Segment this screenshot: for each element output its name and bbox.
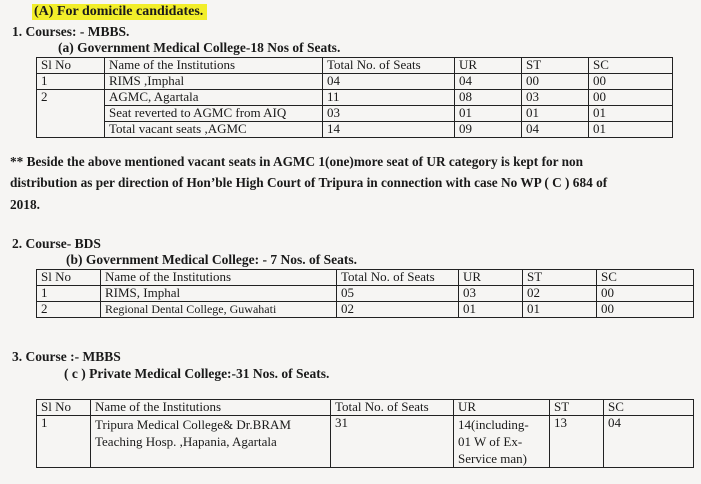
table-row (37, 90, 673, 106)
cell-institution: Regional Dental College, Guwahati (101, 302, 337, 318)
cell-sc: 04 (604, 416, 694, 468)
cell-sc: 00 (597, 286, 694, 302)
cell-st: 02 (523, 286, 597, 302)
cell-sl: 2 (37, 302, 101, 318)
table-government-mbbs (36, 57, 673, 138)
cell-ur: 01 (459, 302, 523, 318)
ur-line-3: Service man) (458, 451, 527, 466)
cell-sl: 2 (37, 90, 105, 138)
table-row (37, 122, 673, 138)
cell-sc: 00 (597, 302, 694, 318)
header-institution: Name of the Institutions (105, 58, 323, 74)
section1-title: 1. Courses: - MBBS. (12, 24, 130, 39)
header-st: ST (522, 58, 589, 74)
cell-sl: 1 (37, 74, 105, 90)
section-heading (32, 4, 207, 20)
cell-ur: 01 (455, 106, 522, 122)
cell-total: 05 (337, 286, 459, 302)
table-row (37, 302, 694, 318)
cell-total: 02 (337, 302, 459, 318)
cell-sc: 00 (589, 74, 673, 90)
header-ur: UR (455, 58, 522, 74)
cell-total: 04 (323, 74, 455, 90)
institution-line-1: Tripura Medical College& Dr.BRAM (95, 417, 291, 432)
header-sc: SC (589, 58, 673, 74)
cell-st: 01 (523, 302, 597, 318)
table-row (37, 416, 694, 468)
header-sl-no: Sl No (37, 400, 91, 416)
header-sc: SC (604, 400, 694, 416)
header-institution: Name of the Institutions (101, 270, 337, 286)
cell-total: 03 (323, 106, 455, 122)
ur-line-2: 01 W of Ex- (458, 434, 523, 449)
header-sc: SC (597, 270, 694, 286)
table-row (37, 106, 673, 122)
highlighted-heading: (A) For domicile candidates. (32, 4, 207, 20)
header-total-seats: Total No. of Seats (331, 400, 454, 416)
cell-institution: RIMS ,Imphal (105, 74, 323, 90)
header-sl-no: Sl No (37, 270, 101, 286)
cell-institution: Seat reverted to AGMC from AIQ (105, 106, 323, 122)
cell-st: 01 (522, 106, 589, 122)
cell-total: 11 (323, 90, 455, 106)
cell-st: 03 (522, 90, 589, 106)
cell-institution (91, 416, 331, 468)
header-total-seats: Total No. of Seats (337, 270, 459, 286)
section2-title: 2. Course- BDS (12, 236, 101, 251)
cell-st: 04 (522, 122, 589, 138)
cell-sc: 00 (589, 90, 673, 106)
cell-st: 00 (522, 74, 589, 90)
header-ur: UR (459, 270, 523, 286)
header-total-seats: Total No. of Seats (323, 58, 455, 74)
table-row (37, 74, 673, 90)
header-st: ST (523, 270, 597, 286)
cell-ur: 09 (455, 122, 522, 138)
cell-ur: 04 (455, 74, 522, 90)
header-st: ST (550, 400, 604, 416)
cell-st: 13 (550, 416, 604, 468)
section1-subtitle: (a) Government Medical College-18 Nos of Seats. (58, 40, 341, 55)
section2-subtitle: (b) Government Medical College: - 7 Nos. of Seats. (66, 252, 357, 267)
header-institution: Name of the Institutions (91, 400, 331, 416)
section3-title: 3. Course :- MBBS (12, 349, 121, 364)
table-header-row (37, 270, 694, 286)
table-private-mbbs (36, 399, 694, 468)
cell-ur (454, 416, 550, 468)
cell-sc: 01 (589, 122, 673, 138)
cell-sl: 1 (37, 416, 91, 468)
institution-line-2: Teaching Hosp. ,Hapania, Agartala (95, 434, 277, 449)
cell-total: 14 (323, 122, 455, 138)
note-line-2: distribution as per direction of Hon’ble High Court of Tripura in connection with case No WP ( C ) 684 of (10, 175, 608, 190)
cell-ur: 08 (455, 90, 522, 106)
note-line-3: 2018. (10, 197, 40, 212)
header-sl-no: Sl No (37, 58, 105, 74)
cell-sl: 1 (37, 286, 101, 302)
cell-institution: AGMC, Agartala (105, 90, 323, 106)
cell-institution: Total vacant seats ,AGMC (105, 122, 323, 138)
cell-sc: 01 (589, 106, 673, 122)
table-header-row (37, 400, 694, 416)
note-line-1: ** Beside the above mentioned vacant seats in AGMC 1(one)more seat of UR category is kept for non (10, 154, 584, 169)
cell-total: 31 (331, 416, 454, 468)
table-header-row (37, 58, 673, 74)
table-row (37, 286, 694, 302)
section3-subtitle: ( c ) Private Medical College:-31 Nos. of Seats. (64, 366, 330, 381)
header-ur: UR (454, 400, 550, 416)
table-government-bds (36, 269, 694, 318)
cell-ur: 03 (459, 286, 523, 302)
cell-institution: RIMS, Imphal (101, 286, 337, 302)
ur-line-1: 14(including- (458, 417, 529, 432)
